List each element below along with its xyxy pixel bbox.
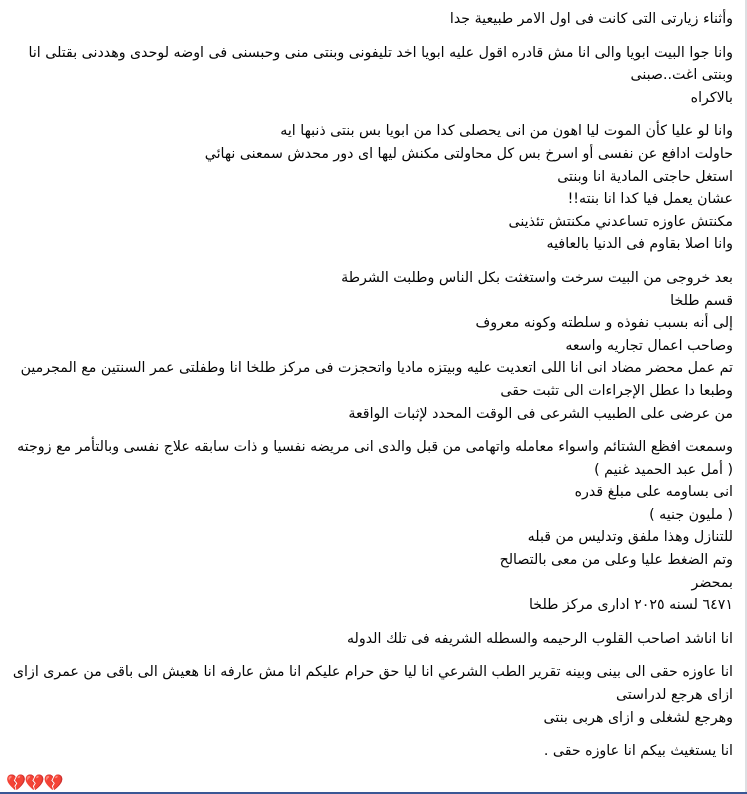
text-line: انا اناشد اصاحب القلوب الرحيمه والسطله الشريفه فى تلك الدوله: [346, 630, 733, 647]
text-line: تم عمل محضر مضاد انى انا اللى اتعديت عليه وبيتزه ماديا واتحجزت فى مركز طلخا انا وطفلتى عمر السنتين مع المجرمين وطبعا دا عطل الإجراءات الى تثبت حقى: [20, 360, 733, 399]
text-line: بالاكراه: [690, 89, 733, 106]
text-line: انا يستغيث بيكم انا عاوزه حقى .: [543, 743, 733, 760]
paragraph: [8, 267, 733, 425]
text-line: حاولت ادافع عن نفسى أو اسرخ بس كل محاولتى مكنش ليها اى دور محدش سمعنى نهائي: [204, 145, 733, 162]
text-line: وانا لو عليا كأن الموت ليا اهون من انى يحصلى كدا من ابويا بس بنتى ذنبها ايه: [280, 123, 733, 140]
post-body: [8, 8, 733, 774]
text-line: عشان يعمل فيا كدا انا بنته!!: [567, 191, 733, 208]
text-line: إلى أنه بسبب نفوذه و سلطته وكونه معروف: [475, 315, 733, 332]
text-line: انى بساومه على مبلغ قدره: [574, 484, 733, 501]
paragraph: [8, 740, 733, 763]
text-line: من عرضى على الطبيب الشرعى فى الوقت المحدد لإثبات الواقعة: [348, 405, 733, 422]
text-line: ( أمل عبد الحميد غنيم ): [594, 461, 733, 478]
paragraph: [8, 120, 733, 256]
text-line: وانا اصلا بقاوم فى الدنيا بالعافيه: [546, 236, 733, 253]
paragraph: [8, 628, 733, 651]
text-line: ٦٤٧١ لسنه ٢٠٢٥ ادارى مركز طلخا: [528, 597, 733, 614]
text-line: وأثناء زيارتى التى كانت فى اول الامر طبيعية جدا: [449, 11, 733, 27]
text-line: وسمعت افظع الشتائم واسواء معامله واتهامى من قبل والدى انى مريضه نفسيا و ذات سابقه علاج نفسى وبالتأمر مع زوجته: [17, 439, 733, 456]
text-line: وتم الضغط عليا وعلى من معى بالتصالح: [499, 552, 733, 569]
text-line: مكنتش عاوزه تساعدني مكنتش تئذينى: [508, 213, 733, 230]
text-line: انا عاوزه حقى الى بينى وبينه تقرير الطب الشرعي انا ليا حق حرام عليكم انا مش عارفه انا هعيش الى باقى من عمرى ازاى: [12, 664, 733, 681]
text-line: ازاى هرجع لدراستى: [615, 687, 733, 704]
text-line: قسم طلخا: [670, 292, 733, 309]
text-line: استغل حاجتى المادية انا وبنتى: [557, 168, 733, 185]
text-line: وانا جوا البيت ابويا والى انا مش قادره اقول عليه ابويا اخد تليفونى وبنتى منى وحبسنى فى اوضه لوحدى وهددنى بقتلى انا وبنتى اغت..صبنى: [28, 44, 733, 84]
text-line: وهرجع لشغلى و ازاى هربى بنتى: [543, 709, 733, 726]
paragraph: [8, 42, 733, 110]
text-line: بعد خروجى من البيت سرخت واستغثت بكل الناس وطلبت الشرطة: [341, 269, 733, 286]
broken-heart-icon: 💔💔💔: [6, 773, 63, 792]
paragraph: [8, 661, 733, 729]
text-line: وصاحب اعمال تجاريه واسعه: [565, 337, 733, 354]
paragraph: [8, 8, 733, 31]
text-line: بمحضر: [691, 574, 733, 591]
paragraph: [8, 436, 733, 617]
text-line: ( مليون جنيه ): [649, 506, 733, 523]
text-line: للتنازل وهذا ملفق وتدليس من قبله: [527, 529, 733, 546]
